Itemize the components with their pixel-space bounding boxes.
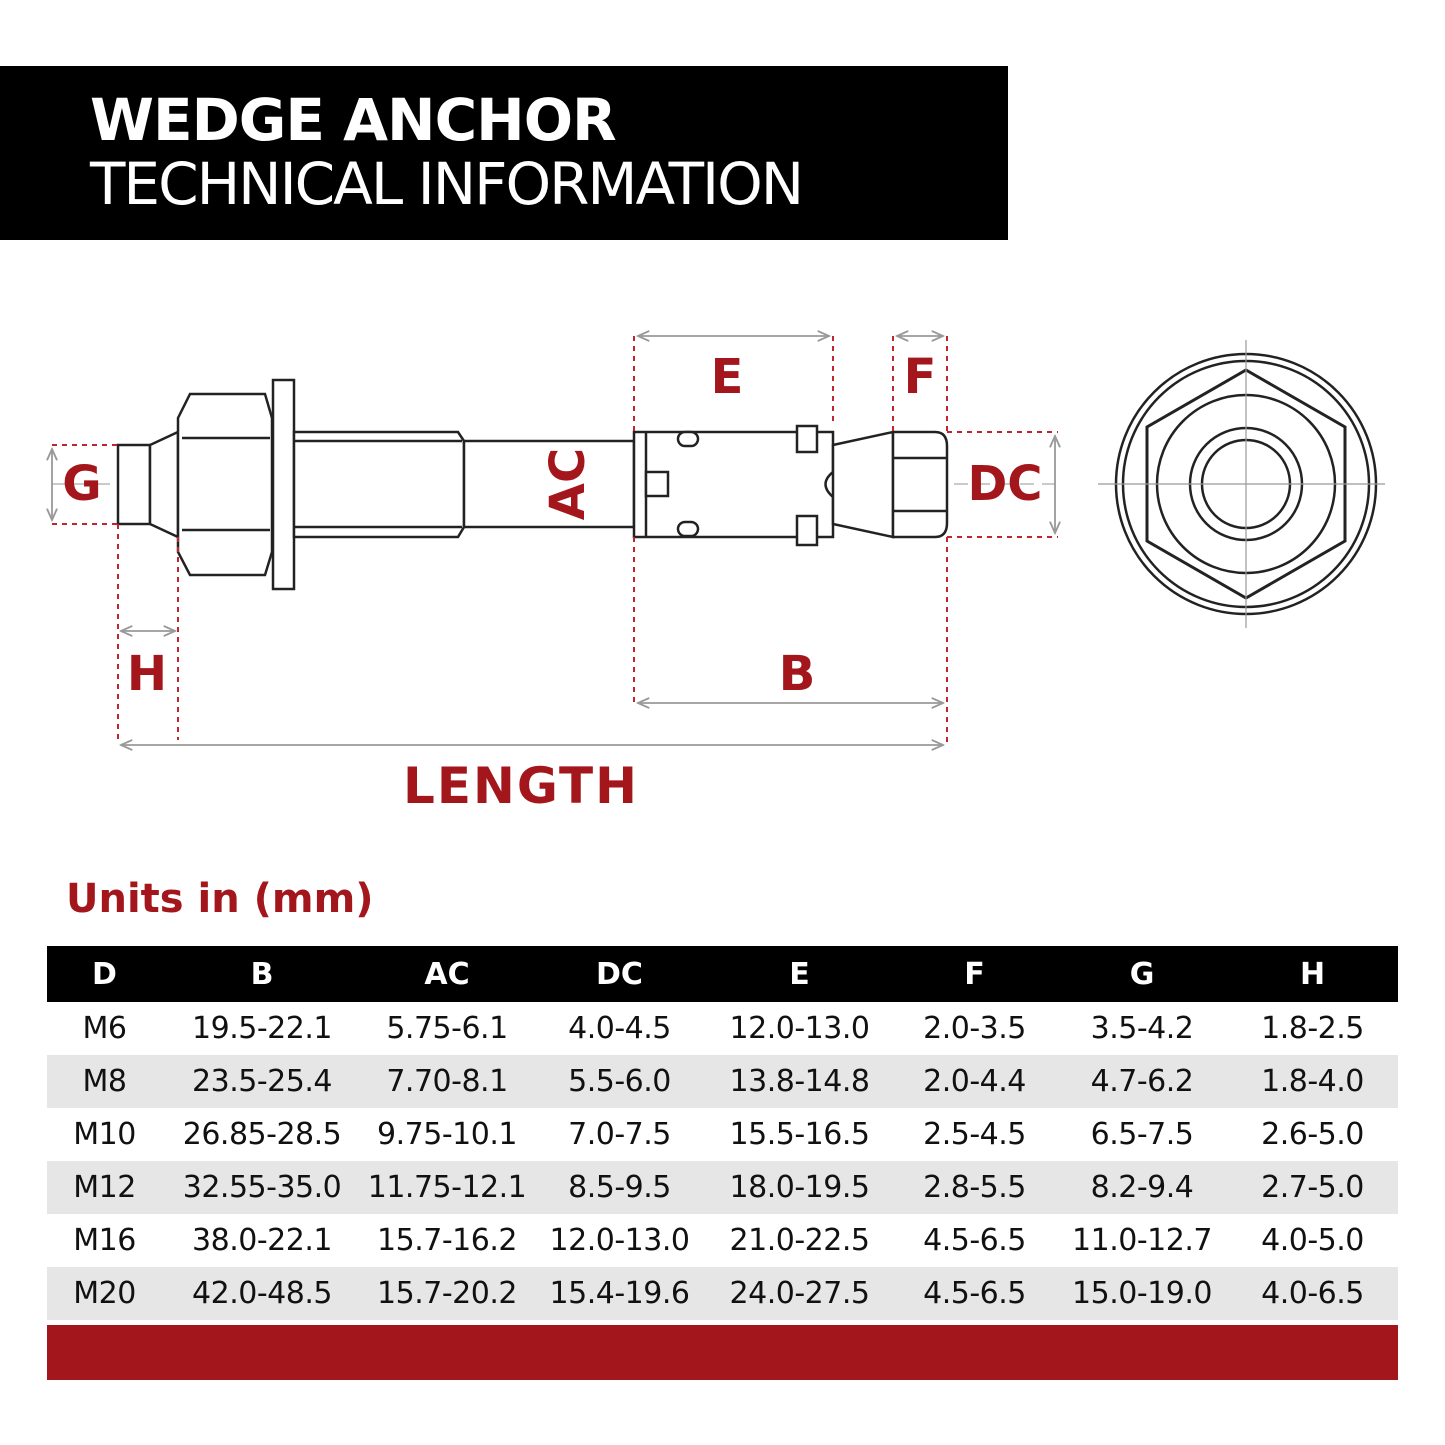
header-e: E bbox=[707, 946, 892, 1002]
table-row bbox=[47, 1161, 1398, 1214]
table-cell: 19.5-22.1 bbox=[192, 1011, 332, 1046]
anchor-side-view bbox=[118, 380, 947, 589]
header-h: H bbox=[1227, 946, 1398, 1002]
table-cell: 26.85-28.5 bbox=[182, 1117, 342, 1152]
table-cell: 3.5-4.2 bbox=[1090, 1011, 1194, 1046]
table-cell: 2.0-3.5 bbox=[923, 1011, 1026, 1046]
label-f: F bbox=[903, 349, 937, 405]
washer bbox=[273, 380, 294, 589]
clip-tab-top bbox=[797, 426, 817, 452]
table-cell: 15.5-16.5 bbox=[729, 1117, 870, 1152]
header-d: D bbox=[47, 946, 162, 1002]
table-cell: 2.0-4.4 bbox=[892, 1055, 1057, 1108]
table-cell: 24.0-27.5 bbox=[707, 1267, 892, 1320]
table-cell: 4.0-4.5 bbox=[568, 1011, 671, 1046]
table-cell: 8.5-9.5 bbox=[532, 1161, 707, 1214]
label-ac: AC bbox=[540, 447, 596, 521]
table-cell: 32.55-35.0 bbox=[162, 1161, 362, 1214]
table-row bbox=[47, 1214, 1398, 1267]
table-cell: 4.5-6.5 bbox=[892, 1267, 1057, 1320]
table-cell: 9.75-10.1 bbox=[377, 1117, 517, 1152]
table-header-row bbox=[47, 946, 1398, 1002]
table-cell: 5.5-6.0 bbox=[532, 1055, 707, 1108]
table-cell: 2.5-4.5 bbox=[923, 1117, 1026, 1152]
table-cell: 15.4-19.6 bbox=[532, 1267, 707, 1320]
table-cell: 12.0-13.0 bbox=[549, 1223, 690, 1258]
table-row bbox=[47, 1108, 1398, 1161]
cone bbox=[833, 432, 893, 537]
table-cell: 6.5-7.5 bbox=[1090, 1117, 1194, 1152]
table-cell: 2.6-5.0 bbox=[1261, 1117, 1364, 1152]
end-cap bbox=[893, 432, 947, 537]
clip-tab-bottom bbox=[797, 516, 817, 545]
header-dc: DC bbox=[532, 946, 707, 1002]
table-cell: M8 bbox=[47, 1055, 162, 1108]
nut-chamfer bbox=[150, 432, 178, 537]
table-cell: 18.0-19.5 bbox=[707, 1161, 892, 1214]
table-cell: 12.0-13.0 bbox=[729, 1011, 870, 1046]
table-cell: 8.2-9.4 bbox=[1057, 1161, 1227, 1214]
hex-nut bbox=[178, 394, 272, 575]
table-cell: 21.0-22.5 bbox=[729, 1223, 870, 1258]
table-cell: M16 bbox=[73, 1223, 136, 1258]
label-b: B bbox=[778, 646, 816, 702]
table-cell: M6 bbox=[82, 1011, 127, 1046]
table-cell: 7.70-8.1 bbox=[362, 1055, 532, 1108]
table-cell: 38.0-22.1 bbox=[192, 1223, 332, 1258]
header-ac: AC bbox=[362, 946, 532, 1002]
label-dc: DC bbox=[967, 456, 1043, 512]
end-view-crosshair bbox=[1098, 340, 1385, 628]
threaded-body bbox=[294, 432, 464, 537]
table-cell: M10 bbox=[73, 1117, 136, 1152]
label-e: E bbox=[710, 349, 744, 405]
clip-slot bbox=[646, 472, 668, 496]
header-f: F bbox=[892, 946, 1057, 1002]
table-cell: 42.0-48.5 bbox=[162, 1267, 362, 1320]
table-cell: 11.75-12.1 bbox=[362, 1161, 532, 1214]
spec-table bbox=[47, 946, 1398, 1320]
title-main: WEDGE ANCHOR bbox=[90, 86, 616, 154]
table-cell: 13.8-14.8 bbox=[707, 1055, 892, 1108]
table-cell: 1.8-2.5 bbox=[1261, 1011, 1364, 1046]
table-cell: 7.0-7.5 bbox=[568, 1117, 671, 1152]
table-cell: 4.0-6.5 bbox=[1227, 1267, 1398, 1320]
table-cell: 11.0-12.7 bbox=[1072, 1223, 1212, 1258]
table-cell: 15.7-16.2 bbox=[377, 1223, 517, 1258]
table-cell: 4.0-5.0 bbox=[1261, 1223, 1364, 1258]
footer-bar bbox=[47, 1325, 1398, 1380]
header-b: B bbox=[162, 946, 362, 1002]
label-length: LENGTH bbox=[403, 757, 639, 815]
table-cell: 5.75-6.1 bbox=[386, 1011, 508, 1046]
table-cell: 23.5-25.4 bbox=[162, 1055, 362, 1108]
table-row bbox=[47, 1267, 1398, 1320]
table-row bbox=[47, 1002, 1398, 1055]
table-cell: 4.7-6.2 bbox=[1057, 1055, 1227, 1108]
units-label: Units in (mm) bbox=[66, 876, 374, 922]
table-cell: 2.8-5.5 bbox=[892, 1161, 1057, 1214]
table-cell: 15.0-19.0 bbox=[1057, 1267, 1227, 1320]
table-cell: 1.8-4.0 bbox=[1227, 1055, 1398, 1108]
table-cell: 15.7-20.2 bbox=[362, 1267, 532, 1320]
threaded-tip bbox=[118, 445, 150, 524]
label-g: G bbox=[62, 456, 102, 512]
title-sub: TECHNICAL INFORMATION bbox=[90, 150, 803, 218]
table-cell: 4.5-6.5 bbox=[923, 1223, 1026, 1258]
table-cell: M20 bbox=[47, 1267, 162, 1320]
table-cell: 2.7-5.0 bbox=[1227, 1161, 1398, 1214]
header-g: G bbox=[1057, 946, 1227, 1002]
table-cell: M12 bbox=[47, 1161, 162, 1214]
table-row bbox=[47, 1055, 1398, 1108]
label-h: H bbox=[126, 646, 168, 702]
